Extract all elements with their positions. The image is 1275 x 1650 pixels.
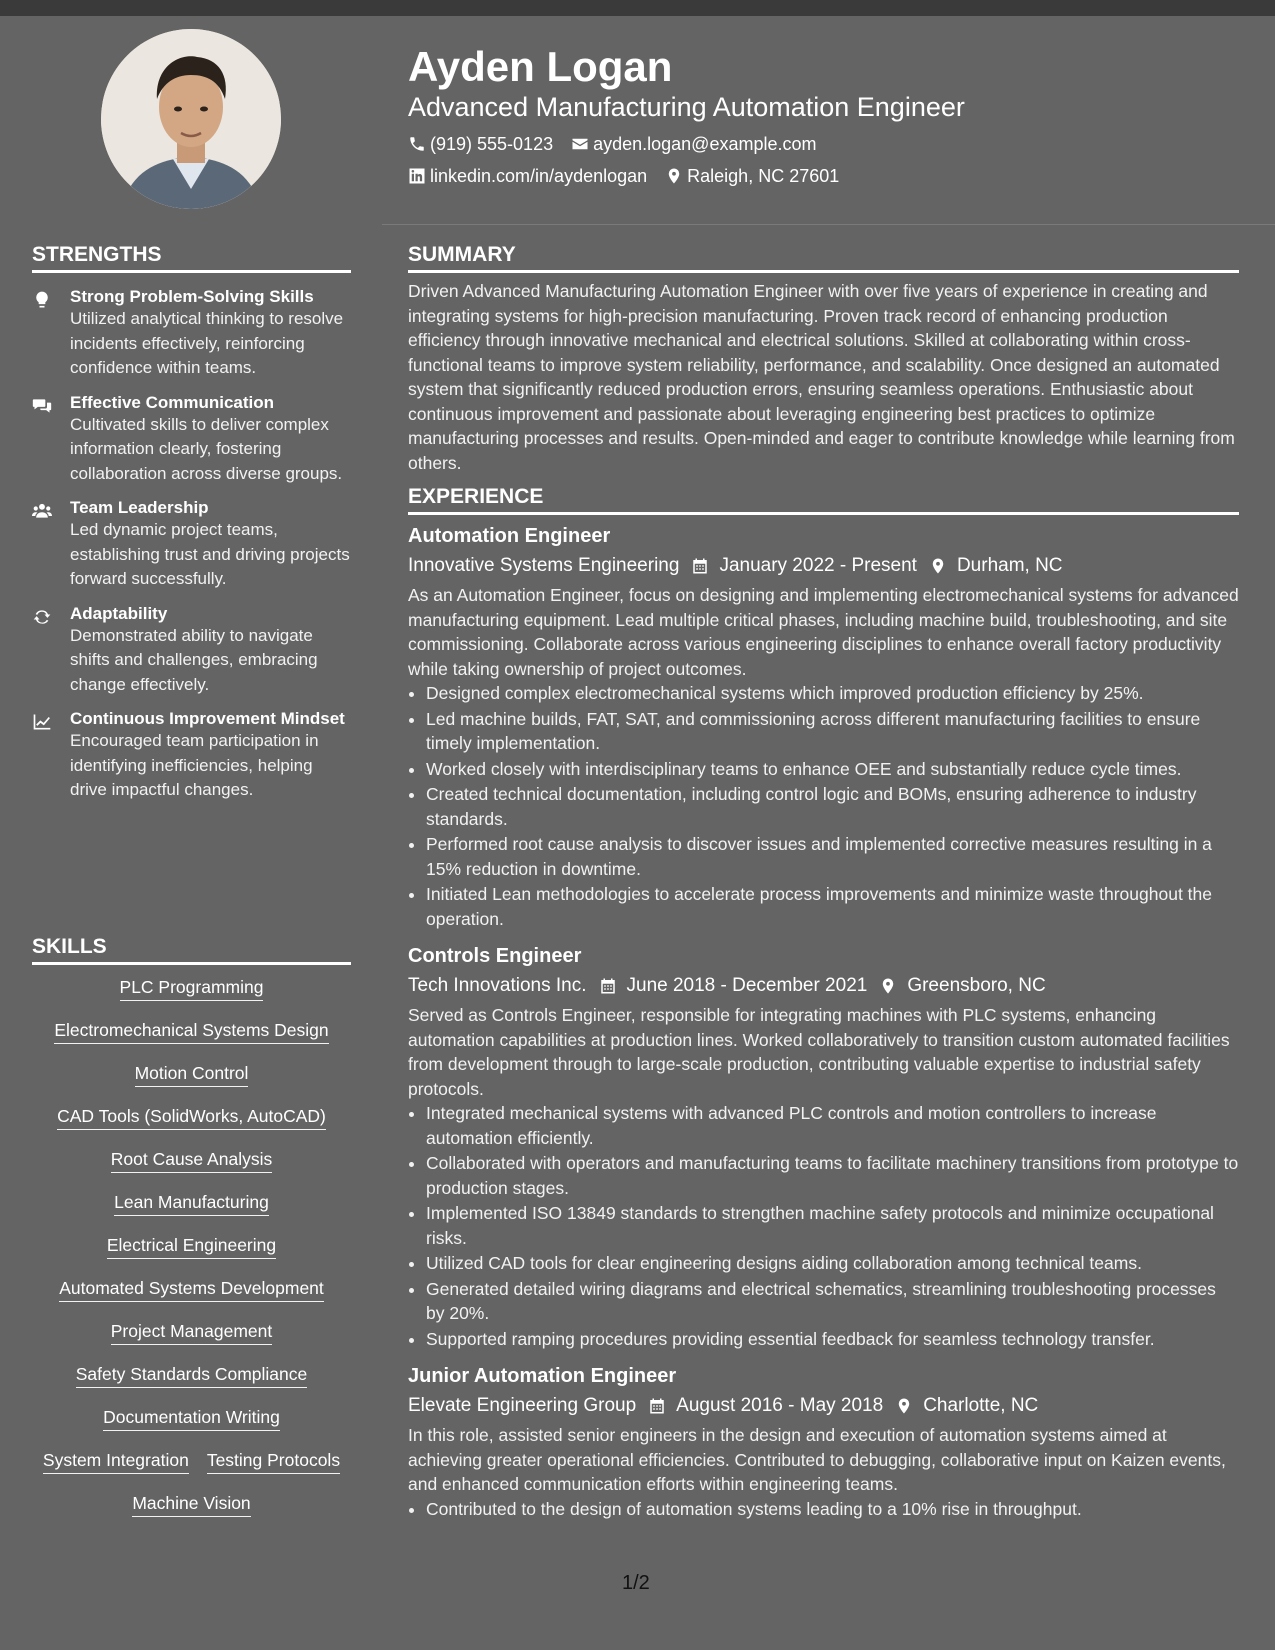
skill-tag: Testing Protocols [207,1448,340,1474]
strength-item [32,604,351,698]
header-divider [382,224,1275,225]
company-name: Elevate Engineering Group [408,1395,637,1416]
email-contact[interactable] [571,128,816,160]
top-bar [0,0,1275,16]
phone-icon [408,135,426,153]
linkedin-text: linkedin.com/in/aydenlogan [430,166,648,186]
job-bullet: • Supported ramping procedures providing essential feedback for seamless technology transfer. [426,1327,1239,1352]
strength-desc: Cultivated skills to deliver complex information clearly, fostering collaboration across diverse groups. [70,414,343,483]
job-description: In this role, assisted senior engineers in the design and execution of automation systems aimed at achieving greater operational efficiencies. Contributed to debugging, collaborative input on Kaizen events, and enhanced communication efforts within engineering teams. [408,1425,1226,1494]
strength-title: Strong Problem-Solving Skills [70,287,314,306]
job-bullet: • Designed complex electromechanical systems which improved production efficiency by 25%. [426,681,1239,706]
email-text: ayden.logan@example.com [593,134,817,154]
map-marker-icon [929,557,947,575]
job-bullet: • Contributed to the design of automation systems leading to a 10% rise in throughput. [426,1497,1239,1522]
job-entry [408,941,1239,1351]
skill-tag: Root Cause Analysis [111,1147,272,1173]
experience-heading: EXPERIENCE [408,484,1239,515]
location-contact [665,160,839,192]
map-marker-icon [879,977,897,995]
job-bullet: • Created technical documentation, including control logic and BOMs, ensuring adherence to industry standards. [426,782,1239,831]
strength-title: Team Leadership [70,498,209,517]
job-bullet: • Utilized CAD tools for clear engineering designs aiding collaboration among technical teams. [426,1251,1239,1276]
resume-header [408,44,1239,192]
profile-photo [101,29,281,209]
profile-photo-image [101,29,281,209]
skill-tag: CAD Tools (SolidWorks, AutoCAD) [57,1104,326,1130]
job-bullet: • Generated detailed wiring diagrams and electrical schematics, streamlining troubleshooting processes by 20%. [426,1277,1239,1326]
skills-heading: SKILLS [32,934,351,965]
comments-icon [32,396,52,416]
job-description: As an Automation Engineer, focus on designing and implementing electromechanical systems for advanced manufacturing equipment. Lead multiple critical phases, including machine build, troubleshooting, and site commissioning. Collaborate across various engineering disciplines to enhance overall factory productivity while taking ownership of project outcomes. [408,585,1239,679]
strengths-section [32,242,351,803]
candidate-title: Advanced Manufacturing Automation Engineer [408,92,965,122]
job-dates: June 2018 - December 2021 [626,975,868,996]
job-bullet: • Performed root cause analysis to discover issues and implemented corrective measures resulting in a 15% reduction in downtime. [426,832,1239,881]
skill-tag: Automated Systems Development [59,1276,324,1302]
job-entry [408,1361,1239,1521]
job-meta [408,551,1239,581]
skill-tag: Documentation Writing [103,1405,280,1431]
job-bullets [408,1101,1239,1351]
strength-title: Continuous Improvement Mindset [70,709,345,728]
strength-desc: Led dynamic project teams, establishing trust and driving projects forward successfully. [70,520,350,588]
strength-title: Effective Communication [70,392,275,412]
job-dates: January 2022 - Present [719,555,917,576]
skills-section [32,934,351,1534]
map-marker-icon [665,167,683,185]
job-bullet: • Worked closely with interdisciplinary teams to enhance OEE and substantially reduce cycle times. [426,757,1239,782]
page-number: 1/2 [622,1572,650,1594]
job-location: Charlotte, NC [923,1395,1039,1416]
job-title: Automation Engineer [408,525,611,547]
phone-text: (919) 555-0123 [430,134,554,154]
skill-tag: Motion Control [135,1061,249,1087]
experience-section [408,484,1239,1522]
company-name: Innovative Systems Engineering [408,555,680,576]
strength-title: Adaptability [70,603,168,623]
job-dates: August 2016 - May 2018 [676,1395,884,1416]
job-bullets [408,1497,1239,1522]
skill-tag: Safety Standards Compliance [76,1362,308,1388]
job-location: Durham, NC [956,555,1063,576]
job-bullet: • Led machine builds, FAT, SAT, and commissioning across different manufacturing facilities to ensure timely implementation. [426,707,1239,756]
strength-item [32,709,351,803]
calendar-icon [691,557,709,575]
skill-tag: Electromechanical Systems Design [54,1018,328,1044]
strength-desc: Demonstrated ability to navigate shifts and challenges, embracing change effectively. [70,625,318,694]
location-text: Raleigh, NC 27601 [687,166,840,186]
lightbulb-icon [32,290,52,310]
summary-heading: SUMMARY [408,242,1239,273]
job-title: Controls Engineer [408,945,582,967]
company-name: Tech Innovations Inc. [408,975,587,996]
summary-text: Driven Advanced Manufacturing Automation Engineer with over five years of experience in creating and integrating systems for high-precision manufacturing. Proven track record of enhancing production efficiency through innovative mechanical and electrical solutions. Skilled at collaborating within cross-functional teams to improve system reliability, performance, and scalability. Once designed an automated system that significantly reduced production errors, ensuring seamless operations. Enthusiastic about continuous improvement and passionate about leveraging engineering best practices to optimize manufacturing processes and results. Open-minded and eager to contribute knowledge while learning from others. [408,281,1235,473]
strength-item [32,393,351,487]
chart-line-icon [32,712,52,732]
users-icon [32,501,52,521]
skill-tag: Lean Manufacturing [114,1190,269,1216]
job-title: Junior Automation Engineer [408,1365,677,1387]
sync-icon [32,607,52,627]
job-bullet: • Implemented ISO 13849 standards to strengthen machine safety protocols and minimize occupational risks. [426,1201,1239,1250]
linkedin-icon [408,167,426,185]
phone-contact[interactable] [408,128,553,160]
strength-desc: Utilized analytical thinking to resolve incidents effectively, reinforcing confidence within teams. [70,309,344,377]
calendar-icon [599,977,617,995]
strength-item [32,287,351,381]
skill-tag: Project Management [111,1319,272,1345]
contact-row [408,128,1239,160]
calendar-icon [648,1397,666,1415]
job-bullet: • Integrated mechanical systems with advanced PLC controls and motion controllers to increase automation efficiently. [426,1101,1239,1150]
skill-tag: Electrical Engineering [107,1233,276,1259]
job-bullet: • Initiated Lean methodologies to accelerate process improvements and minimize waste throughout the operation. [426,882,1239,931]
skill-tag: System Integration [43,1448,189,1474]
skills-list [32,975,351,1534]
job-meta [408,1391,1239,1421]
linkedin-contact[interactable] [408,160,647,192]
envelope-icon [571,135,589,153]
job-description: Served as Controls Engineer, responsible for integrating machines with PLC systems, enhancing automation capabilities at production lines. Worked collaboratively to transition custom automated facilities from development through to large-scale production, contributing valuable expertise to industrial safety protocols. [408,1005,1230,1099]
job-meta [408,971,1239,1001]
strength-item [32,498,351,592]
skill-tag: PLC Programming [120,975,264,1001]
contact-row [408,160,1239,192]
skill-tag: Machine Vision [132,1491,250,1517]
job-location: Greensboro, NC [907,975,1046,996]
summary-section [408,242,1239,475]
job-bullets [408,681,1239,931]
strengths-heading: STRENGTHS [32,242,351,273]
strength-desc: Encouraged team participation in identifying inefficiencies, helping drive impactful changes. [70,731,319,799]
job-bullet: • Collaborated with operators and manufacturing teams to facilitate machinery transitions from prototype to production stages. [426,1151,1239,1200]
job-entry [408,521,1239,931]
map-marker-icon [895,1397,913,1415]
candidate-name: Ayden Logan [408,43,673,90]
